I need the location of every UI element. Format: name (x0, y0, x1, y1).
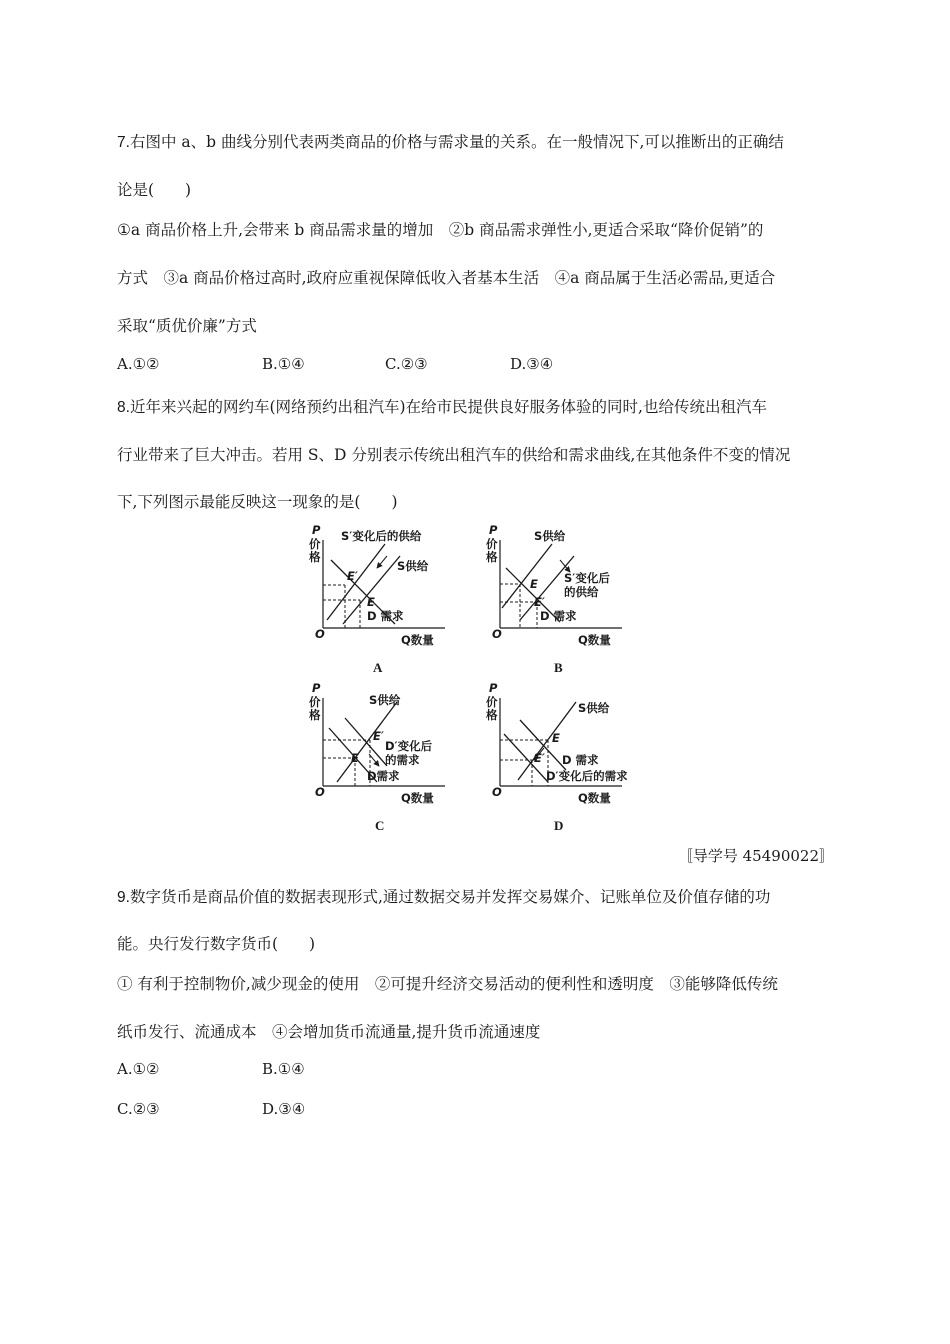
q8-line-2: 行业带来了巨大冲击。若用 S、D 分别表示传统出租汽车的供给和需求曲线,在其他条件不变的情况 (117, 446, 791, 464)
graph-d-caption[interactable]: D (554, 818, 564, 833)
p-label: P (489, 523, 498, 537)
q-label: Q数量 (401, 791, 434, 805)
graph-c-caption[interactable]: C (375, 818, 385, 833)
q9-line-2: 能。央行发行数字货币( ) (117, 935, 316, 953)
label-5: D 需求 (367, 609, 404, 623)
q7-option-c[interactable]: C.②③ (385, 355, 428, 373)
label-3: E′ (347, 569, 358, 583)
label-5: D′变化后的需求 (546, 769, 628, 783)
jia-label: 价 (309, 695, 321, 709)
p-label: P (312, 681, 321, 695)
q9-line-3: ① 有利于控制物价,减少现金的使用 ②可提升经济交易活动的便利性和透明度 ③能够降低传统 (117, 975, 778, 993)
q7-line-3: ①a 商品价格上升,会带来 b 商品需求量的增加 ②b 商品需求弹性小,更适合采取“降价促销”的 (117, 221, 764, 239)
label-1: S供给 (369, 693, 401, 707)
label-1: S供给 (534, 529, 566, 543)
graph-a (305, 520, 475, 675)
q7-option-a[interactable]: A.①② (117, 355, 160, 373)
label-4: D 需求 (562, 753, 599, 767)
label-1: S′变化后的供给 (341, 529, 422, 543)
label-2: S供给 (397, 559, 429, 573)
origin-label: O (492, 785, 502, 799)
label-2b: 的需求 (385, 753, 420, 767)
q-label: Q数量 (578, 633, 611, 647)
q9-stem-1: 数字货币是商品价值的数据表现形式,通过数据交易并发挥交易媒介、记账单位及价值存储的功 (129, 888, 771, 906)
label-2b: 的供给 (564, 585, 599, 599)
graph-b-caption[interactable]: B (554, 660, 563, 675)
q9-option-a[interactable]: A.①② (117, 1060, 160, 1078)
label-2: E (552, 731, 560, 745)
origin-label: O (492, 627, 502, 641)
label-5: D需求 (367, 769, 400, 783)
q7-number: 7. (117, 134, 130, 151)
jia-label: 价 (309, 537, 321, 551)
label-3: E′ (534, 751, 545, 765)
q9-line-1 (117, 885, 770, 907)
q8-line-3: 下,下列图示最能反映这一现象的是( ) (117, 493, 398, 511)
q7-option-d[interactable]: D.③④ (510, 355, 554, 373)
graph-b (482, 520, 652, 675)
q-label: Q数量 (401, 633, 434, 647)
q7-stem-1: 右图中 a、b 曲线分别代表两类商品的价格与需求量的关系。在一般情况下,可以推断出的正确结 (129, 133, 784, 151)
p-label: P (312, 523, 321, 537)
origin-label: O (315, 627, 325, 641)
ge-label: 格 (486, 550, 498, 564)
q8-stem-1: 近年来兴起的网约车(网络预约出租汽车)在给市民提供良好服务体验的同时,也给传统出租汽车 (129, 398, 767, 416)
graph-a-caption[interactable]: A (373, 660, 383, 675)
q8-line-1 (117, 395, 767, 417)
label-4: E (351, 751, 359, 765)
jia-label: 价 (486, 695, 498, 709)
ge-label: 格 (309, 550, 321, 564)
label-2a: S′变化后 (564, 571, 610, 585)
jia-label: 价 (486, 537, 498, 551)
graph-a-svg (305, 520, 475, 650)
graph-d-svg (482, 678, 652, 808)
q-label: Q数量 (578, 791, 611, 805)
guide-number: 〚导学号 45490022〛 (677, 847, 834, 865)
q9-option-d[interactable]: D.③④ (262, 1100, 306, 1118)
label-3: E (530, 577, 538, 591)
q7-line-1 (117, 130, 784, 152)
graph-c (305, 678, 475, 833)
p-label: P (489, 681, 498, 695)
q9-line-4: 纸币发行、流通成本 ④会增加货币流通量,提升货币流通速度 (117, 1023, 541, 1041)
label-5: D 需求 (540, 609, 577, 623)
label-4: E (367, 595, 375, 609)
q9-option-c[interactable]: C.②③ (117, 1100, 160, 1118)
shift-arrow (377, 556, 387, 568)
q7-line-2: 论是( ) (117, 181, 192, 199)
q7-option-b[interactable]: B.①④ (262, 355, 305, 373)
label-1: S供给 (578, 701, 610, 715)
ge-label: 格 (486, 708, 498, 722)
graph-b-svg (482, 520, 652, 650)
q7-line-4: 方式 ③a 商品价格过高时,政府应重视保障低收入者基本生活 ④a 商品属于生活必需品,更适合 (117, 269, 776, 287)
q7-line-5: 采取“质优价廉”方式 (117, 317, 257, 335)
label-4: E′ (534, 595, 545, 609)
q9-number: 9. (117, 889, 130, 906)
label-3: E′ (373, 729, 384, 743)
graph-d (482, 678, 652, 833)
q8-number: 8. (117, 399, 130, 416)
label-2a: D′变化后 (385, 739, 433, 753)
origin-label: O (315, 785, 325, 799)
q9-option-b[interactable]: B.①④ (262, 1060, 305, 1078)
graph-c-svg (305, 678, 475, 808)
ge-label: 格 (309, 708, 321, 722)
